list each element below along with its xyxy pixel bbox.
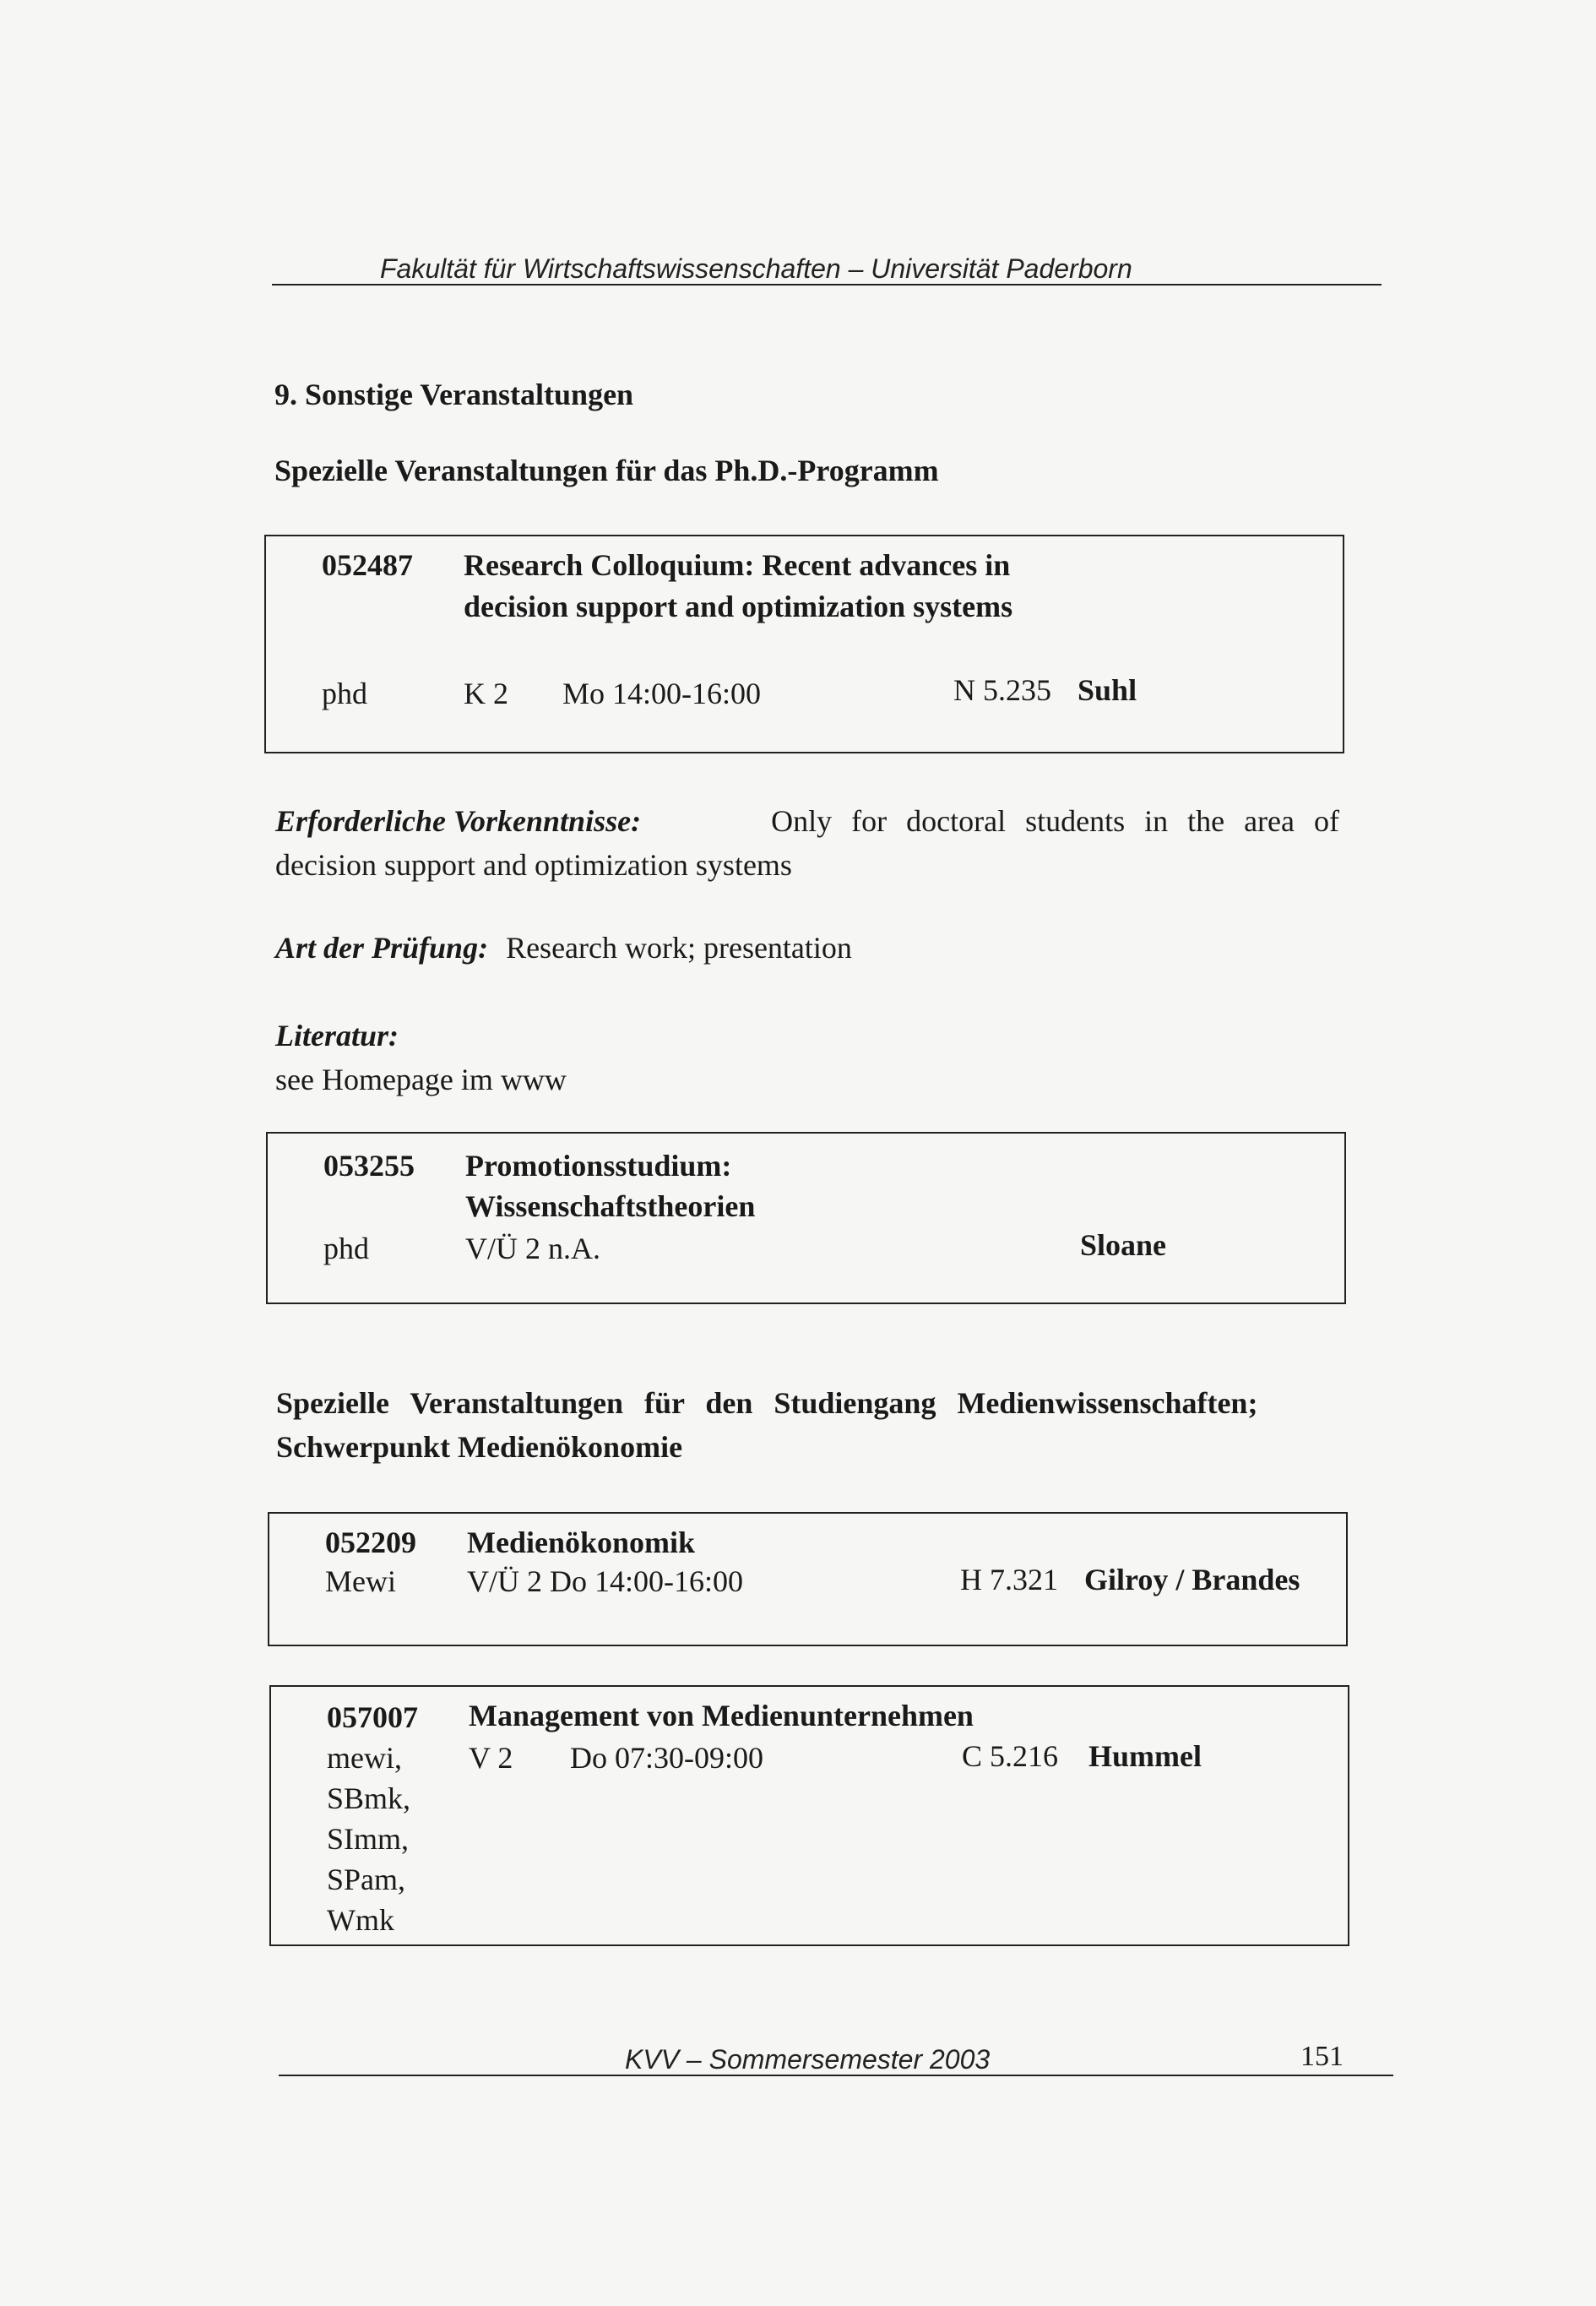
course-program-4: SPam, [327, 1863, 406, 1896]
course-number: 052487 [322, 548, 413, 582]
literature-paragraph [275, 1014, 567, 1101]
page-header: Fakultät für Wirtschaftswissenschaften – Universität Paderborn [380, 253, 1132, 284]
literature-text: see Homepage im www [275, 1063, 567, 1096]
medien-heading-line1-wrap [276, 1385, 1340, 1421]
course-title: Management von Medienunternehmen [469, 1699, 974, 1732]
exam-paragraph [275, 926, 852, 970]
course-program-1: mewi, [327, 1741, 402, 1775]
course-title-line2: Wissenschaftstheorien [465, 1189, 756, 1223]
course-time: Do 07:30-09:00 [570, 1741, 763, 1775]
page-number: 151 [1300, 2041, 1344, 2072]
course-number: 053255 [323, 1149, 415, 1183]
exam-label: Art der Prüfung: [275, 931, 489, 965]
course-box-057007 [269, 1685, 1349, 1946]
course-type: V 2 [469, 1741, 513, 1775]
medien-heading-line1: Spezielle Veranstaltungen für den Studiengang Medienwissenschaften; [276, 1386, 1258, 1420]
course-lecturer: Hummel [1088, 1739, 1202, 1773]
course-program-2: SBmk, [327, 1781, 411, 1815]
course-type: K 2 [464, 677, 508, 710]
course-program: phd [322, 677, 367, 710]
course-room: C 5.216 [962, 1739, 1059, 1773]
course-type-time: V/Ü 2 Do 14:00-16:00 [467, 1564, 743, 1598]
course-number: 057007 [327, 1700, 418, 1734]
course-title-line1: Promotionsstudium: [465, 1149, 732, 1183]
prereq-paragraph [275, 799, 1339, 887]
footer-rule [279, 2075, 1393, 2076]
course-lecturer: Gilroy / Brandes [1084, 1563, 1300, 1596]
course-lecturer: Sloane [1080, 1228, 1167, 1262]
course-box-052487 [264, 535, 1344, 753]
course-number: 052209 [325, 1526, 416, 1559]
exam-text: Research work; presentation [506, 931, 852, 965]
phd-heading: Spezielle Veranstaltungen für das Ph.D.-Programm [274, 454, 939, 487]
course-room: H 7.321 [960, 1563, 1058, 1596]
course-box-052209 [268, 1512, 1348, 1646]
course-room: N 5.235 [953, 673, 1051, 707]
page-footer: KVV – Sommersemester 2003 [625, 2044, 991, 2075]
course-program-3: SImm, [327, 1822, 410, 1856]
course-time: Mo 14:00-16:00 [562, 677, 762, 710]
medien-heading-line2: Schwerpunkt Medienökonomie [276, 1430, 683, 1464]
prereq-label: Erforderliche Vorkenntnisse: [275, 804, 642, 838]
literature-label: Literatur: [275, 1019, 399, 1052]
course-program-5: Wmk [327, 1903, 394, 1937]
prereq-text-line1: Only for doctoral students in the area of [771, 804, 1339, 838]
section-heading: 9. Sonstige Veranstaltungen [274, 378, 634, 411]
course-type-time: V/Ü 2 n.A. [465, 1232, 600, 1265]
course-title-line2: decision support and optimization systems [464, 590, 1013, 623]
course-box-053255 [266, 1132, 1346, 1304]
course-title: Medienökonomik [467, 1526, 696, 1559]
course-lecturer: Suhl [1078, 673, 1137, 707]
prereq-text-line2: decision support and optimization systems [275, 848, 792, 882]
course-program: phd [323, 1232, 369, 1265]
course-title-line1: Research Colloquium: Recent advances in [464, 548, 1011, 582]
course-program: Mewi [325, 1564, 396, 1598]
header-rule [272, 284, 1382, 286]
